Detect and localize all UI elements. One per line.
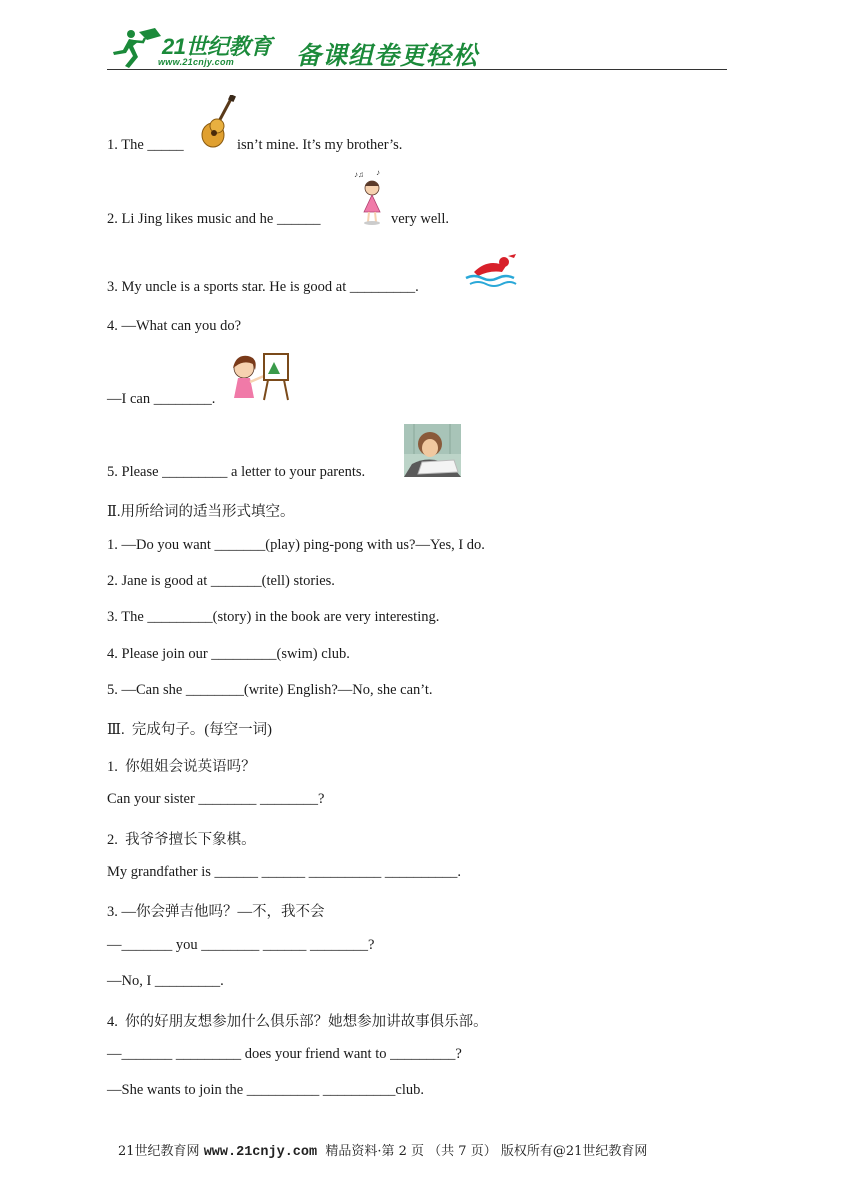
footer-right: 精品资料·第 2 页 （共 7 页） 版权所有@21世纪教育网: [317, 1144, 648, 1159]
question-2-1: 1. —Do you want _______(play) ping-pong with us?—Yes, I do.: [107, 537, 485, 553]
question-2-3: 3. The _________(story) in the book are very interesting.: [107, 609, 440, 625]
question-1-1: 1. The _____: [107, 137, 184, 153]
question-3-2-cn: 2. 我爷爷擅长下象棋。: [107, 832, 256, 848]
question-2-5: 5. —Can she ________(write) English?—No, she can’t.: [107, 682, 433, 698]
logo-url: www.21cnjy.com: [158, 57, 235, 67]
question-3-1-en: Can your sister ________ ________?: [107, 791, 325, 807]
svg-text:♪♫: ♪♫: [354, 170, 364, 179]
header-slogan: 备课组卷更轻松: [296, 41, 479, 70]
question-3-4-en-a: —She wants to join the __________ __________club.: [107, 1082, 424, 1098]
question-1-1-tail: isn’t mine. It’s my brother’s.: [237, 137, 403, 153]
girl-painting-icon: [228, 350, 292, 404]
singing-girl-icon: [352, 168, 390, 226]
question-2-4: 4. Please join our _________(swim) club.: [107, 646, 350, 662]
svg-text:♪: ♪: [376, 168, 380, 177]
page-footer: [118, 1140, 647, 1160]
question-2-2: 2. Jane is good at _______(tell) stories.: [107, 573, 335, 589]
footer-left: 21世纪教育网: [118, 1144, 204, 1159]
question-1-2: 2. Li Jing likes music and he ______: [107, 211, 321, 227]
footer-site-link[interactable]: www.21cnjy.com: [203, 1145, 318, 1160]
question-3-3-en-a: —No, I _________.: [107, 973, 224, 989]
question-1-2-tail: very well.: [391, 211, 449, 227]
question-1-3: 3. My uncle is a sports star. He is good at _________.: [107, 279, 419, 295]
question-3-3-en-q: —_______ you ________ ______ ________?: [107, 937, 375, 953]
question-3-4-cn: 4. 你的好朋友想参加什么俱乐部？她想参加讲故事俱乐部。: [107, 1014, 488, 1030]
guitar-icon: [198, 95, 238, 151]
runner-logo-icon: [109, 26, 165, 70]
logo-title: 21世纪教育: [162, 34, 272, 59]
question-3-2-en: My grandfather is ______ ______ __________ __________.: [107, 864, 462, 880]
writing-girl-photo-icon: [404, 424, 461, 477]
question-1-4-answer: —I can ________.: [107, 391, 216, 407]
question-1-5: 5. Please _________ a letter to your parents.: [107, 464, 366, 480]
section-3-heading: Ⅲ. 完成句子。(每空一词): [107, 722, 273, 738]
section-2-heading: Ⅱ.用所给词的适当形式填空。: [107, 504, 295, 520]
header-divider: [107, 69, 727, 70]
question-3-1-cn: 1. 你姐姐会说英语吗？: [107, 759, 256, 775]
swimmer-icon: [464, 250, 518, 290]
question-1-4: 4. —What can you do?: [107, 318, 242, 334]
question-3-3-cn: 3. —你会弹吉他吗？—不，我不会: [107, 904, 325, 920]
question-3-4-en-q: —_______ _________ does your friend want to _________?: [107, 1046, 462, 1062]
